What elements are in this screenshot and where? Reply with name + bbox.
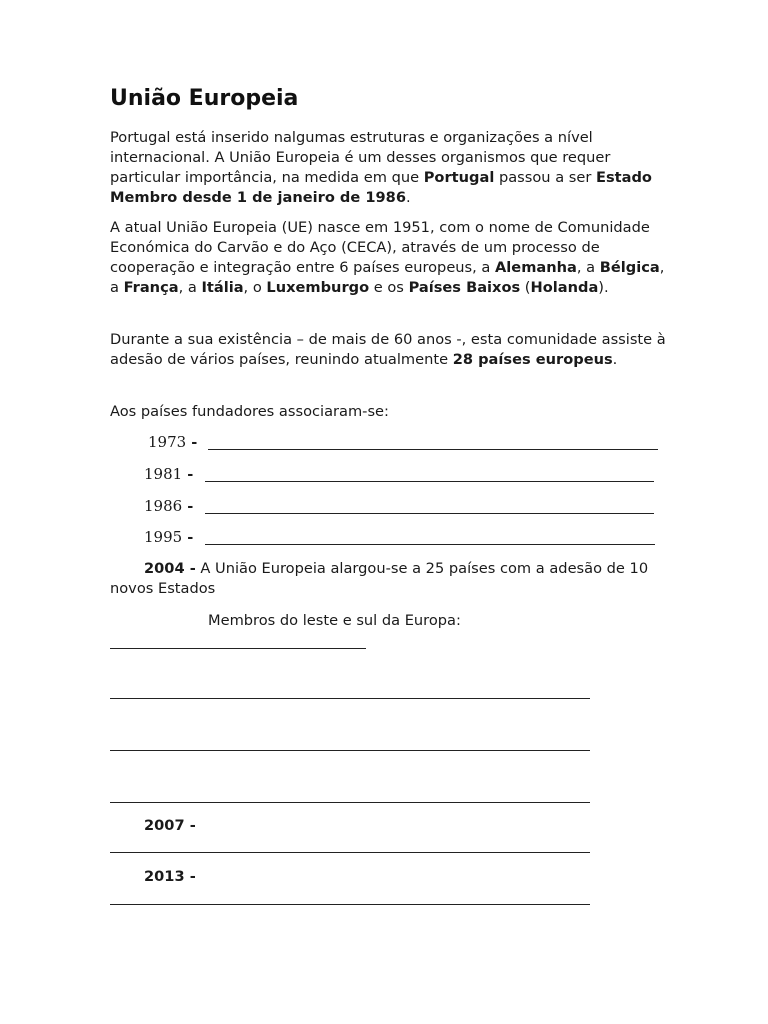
year-row-1995 <box>144 527 193 548</box>
fill-in-line[interactable] <box>205 513 654 514</box>
fill-in-line[interactable] <box>110 802 590 803</box>
text-run: ). <box>598 279 609 296</box>
text-run: , o <box>243 279 267 296</box>
text-run: A atual União Europeia (UE) nasce em 1951, com o nome de Comunidade Económica do Carvão e do Aço (CECA), através de um processo de cooperação e integração entre 6 países europeus, a <box>110 219 650 276</box>
page-title: União Europeia <box>110 86 299 111</box>
country-holanda: Holanda <box>530 279 599 296</box>
bold-run: 28 países europeus <box>452 351 613 368</box>
founders-paragraph: Aos países fundadores associaram-se: <box>110 403 389 420</box>
text-run: , a <box>576 259 600 276</box>
year-dash: - <box>182 498 194 515</box>
text-run: Durante a sua existência – de mais de 60 anos -, esta comunidade assiste à adesão de vários países, reunindo atualmente <box>110 331 666 368</box>
year-row-2013: 2013 - <box>144 868 196 885</box>
country-franca: França <box>123 279 179 296</box>
text-run: . <box>405 189 411 206</box>
text-run: A União Europeia alargou-se a 25 países com a adesão de 10 novos Estados <box>110 560 649 597</box>
year-label: 1995 <box>144 528 183 546</box>
history-paragraph <box>110 218 670 298</box>
fill-in-line[interactable] <box>110 904 590 905</box>
fill-in-line[interactable] <box>110 698 590 699</box>
bold-run: Portugal <box>423 169 495 186</box>
fill-in-line[interactable] <box>110 750 590 751</box>
membros-label: Membros do leste e sul da Europa: <box>208 612 461 629</box>
text-run: . <box>612 351 618 368</box>
year-row-2007: 2007 - <box>144 817 196 834</box>
bold-run: Estado Membro desde 1 de janeiro de 1986 <box>110 169 652 206</box>
text-run: Portugal está inserido nalgumas estruturas e organizações a nível internacional. A União Europeia é um desses organismos que requer particular importância, na medida em que <box>110 129 611 186</box>
fill-in-line[interactable] <box>205 544 655 545</box>
country-alemanha: Alemanha <box>495 259 577 276</box>
year-dash: - <box>186 434 198 451</box>
year-label: 2004 - <box>144 560 196 577</box>
country-belgica: Bélgica <box>599 259 660 276</box>
fill-in-line[interactable] <box>208 449 658 450</box>
year-dash: - <box>182 529 194 546</box>
fill-in-line[interactable] <box>110 648 366 649</box>
year-label: 1981 <box>144 465 183 483</box>
year-row-1986 <box>144 496 193 517</box>
year-label: 1986 <box>144 497 183 515</box>
fill-in-line[interactable] <box>110 852 590 853</box>
year-row-1981 <box>144 464 193 485</box>
country-italia: Itália <box>201 279 244 296</box>
text-run: ( <box>520 279 531 296</box>
text-run: , a <box>178 279 202 296</box>
intro-paragraph <box>110 128 670 208</box>
year-dash: - <box>182 466 194 483</box>
enlargement-2004-paragraph <box>110 559 670 599</box>
country-luxemburgo: Luxemburgo <box>266 279 370 296</box>
year-row-1973 <box>148 432 197 453</box>
existence-paragraph <box>110 330 670 370</box>
text-run: e os <box>369 279 409 296</box>
text-run: passou a ser <box>494 169 596 186</box>
fill-in-line[interactable] <box>205 481 654 482</box>
year-label: 1973 <box>148 433 187 451</box>
country-paises-baixos: Países Baixos <box>408 279 521 296</box>
text-run: , a <box>110 259 665 296</box>
